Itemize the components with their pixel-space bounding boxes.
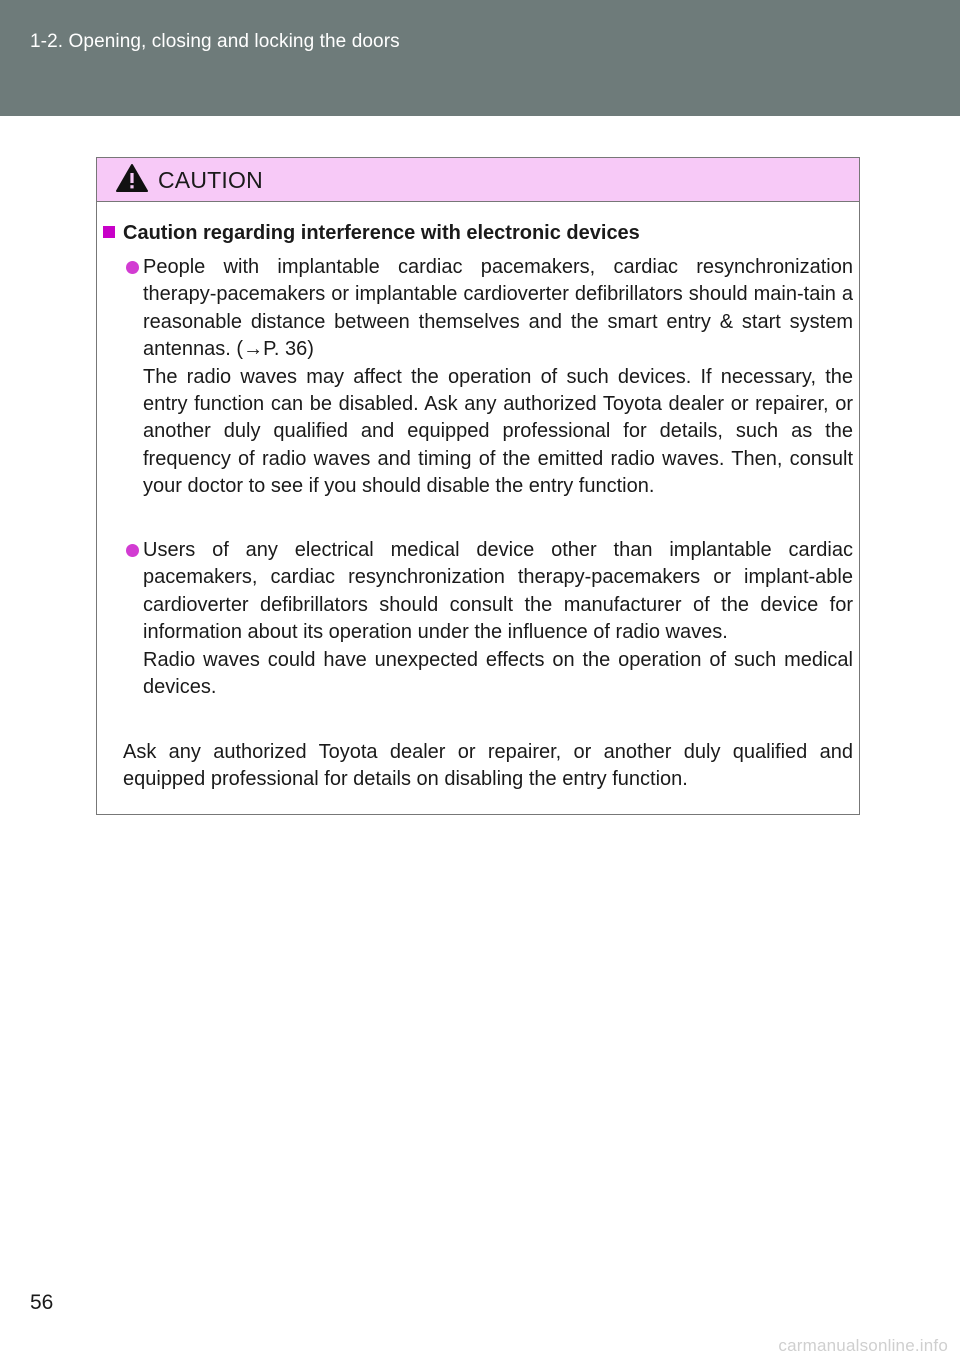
caution-box — [96, 157, 860, 815]
caution-header — [97, 158, 859, 202]
subheading-text: Caution regarding interference with electronic devices — [123, 222, 640, 244]
bullet-item-pacemakers — [123, 254, 853, 501]
bullet-paragraph: The radio waves may affect the operation of such devices. If necessary, the entry function can be disabled. Ask any authorized Toyota dealer or repairer, or another duly qualified and equipped professional for details, such as the frequency of radio waves and timing of the emitted radio waves. Then, consult your doctor to see if you should disable the entry function. — [143, 365, 853, 498]
caution-label: CAUTION — [158, 167, 263, 193]
square-bullet-icon — [103, 226, 115, 238]
closing-paragraph: Ask any authorized Toyota dealer or repairer, or another duly qualified and equipped professional for details on disabling the entry function. — [123, 741, 853, 791]
page-header — [0, 0, 960, 116]
bullet-item-medical-devices — [123, 537, 853, 701]
bullet-paragraph: Users of any electrical medical device other than implantable cardiac pacemakers, cardiac resynchronization therapy-pacemakers or implant-able cardioverter defibrillators should consult the manufacturer of the device for information about its operation under the influence of radio waves. — [143, 539, 853, 644]
bullet-paragraph: People with implantable cardiac pacemakers, cardiac resynchronization therapy-pacemakers or implantable cardioverter defibrillators should main-tain a reasonable distance between themselves and the smart entry & start system antennas. (→P. 36) — [143, 256, 853, 361]
bullet-paragraph: Radio waves could have unexpected effects on the operation of such medical devices. — [143, 648, 853, 699]
round-bullet-icon — [126, 261, 139, 274]
page-number: 56 — [30, 1291, 54, 1314]
caution-subheading — [103, 220, 640, 247]
round-bullet-icon — [126, 544, 139, 557]
warning-triangle-icon — [115, 163, 149, 193]
watermark-text: carmanualsonline.info — [778, 1336, 948, 1355]
section-title: 1-2. Opening, closing and locking the doors — [30, 31, 400, 52]
